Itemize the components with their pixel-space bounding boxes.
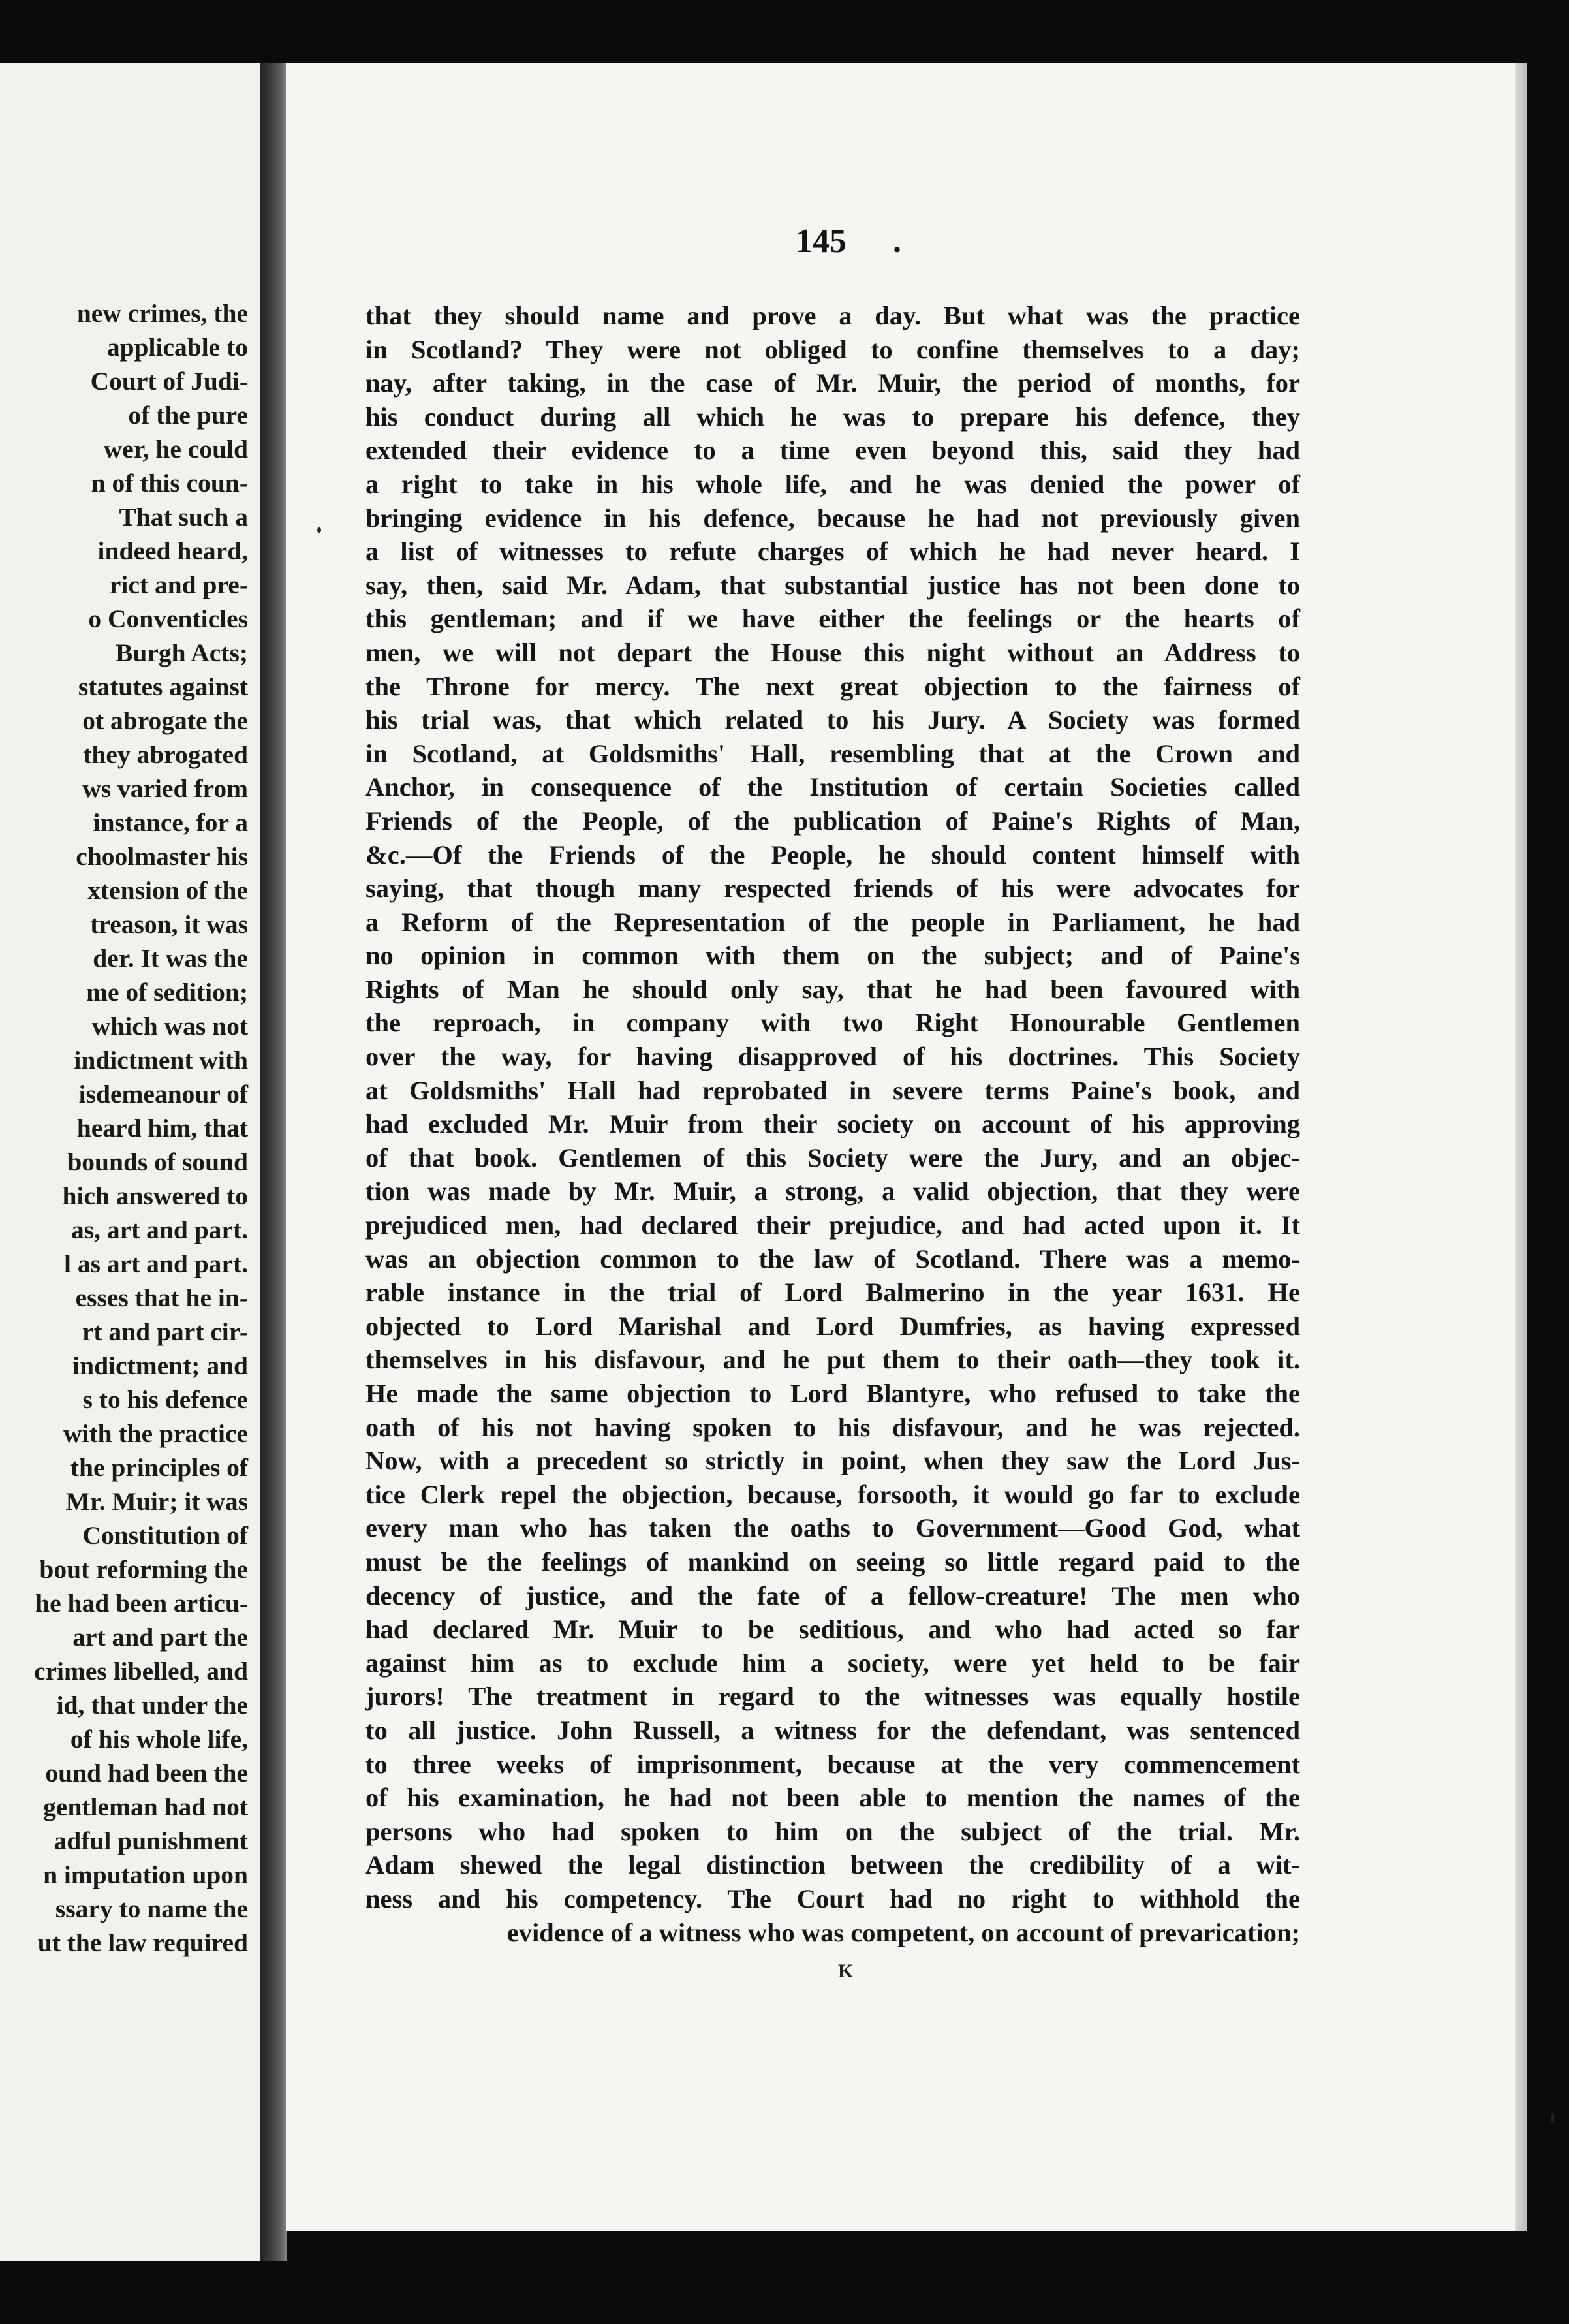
left-page-line: Mr. Muir; it was — [65, 1487, 248, 1516]
text-line: ness and his competency. The Court had no right to withhold the — [365, 1883, 1300, 1913]
text-line: this gentleman; and if we have either the feelings or the hearts of — [365, 604, 1300, 634]
text-line: rable instance in the trial of Lord Balmerino in the year 1631. He — [365, 1278, 1300, 1308]
left-page-line: new crimes, the — [76, 299, 248, 328]
text-line: objected to Lord Marishal and Lord Dumfries, as having expressed — [365, 1311, 1300, 1341]
left-page-line: treason, it was — [90, 910, 248, 939]
text-line: of that book. Gentlemen of this Society were the Jury, and an objec- — [365, 1142, 1300, 1172]
left-facing-page — [0, 63, 268, 2261]
left-page-line: choolmaster his — [76, 842, 248, 871]
left-page-line: which was not — [91, 1012, 248, 1041]
text-line: against him as to exclude him a society, were yet held to be fair — [365, 1648, 1300, 1678]
left-page-line: id, that under the — [56, 1691, 248, 1719]
text-line: to three weeks of imprisonment, because at the very commencement — [365, 1749, 1300, 1779]
left-page-line: applicable to — [106, 333, 248, 362]
text-line: men, we will not depart the House this night without an Address to — [365, 637, 1300, 667]
text-line: Now, with a precedent so strictly in point, when they saw the Lord Jus- — [365, 1446, 1300, 1476]
left-page-line: instance, for a — [93, 808, 248, 837]
scan-speck — [317, 527, 321, 533]
text-line: bringing evidence in his defence, because he had not previously given — [365, 503, 1300, 533]
left-page-line: bout reforming the — [39, 1555, 248, 1584]
left-page-line: with the practice — [63, 1419, 248, 1448]
left-page-line: adful punishment — [54, 1827, 248, 1855]
left-page-line: crimes libelled, and — [33, 1657, 248, 1686]
text-line: prejudiced men, had declared their prejudice, and had acted upon it. It — [365, 1210, 1300, 1240]
left-page-line: s to his defence — [82, 1385, 248, 1414]
left-page-line: art and part the — [72, 1623, 248, 1652]
left-page-line: bounds of sound — [67, 1148, 248, 1176]
left-page-line: n imputation upon — [43, 1861, 248, 1889]
left-page-line: o Conventicles — [88, 605, 248, 633]
text-line: had declared Mr. Muir to be seditious, and who had acted so far — [365, 1614, 1300, 1644]
left-page-line: ound had been the — [45, 1759, 248, 1787]
left-page-line: ssary to name the — [55, 1894, 248, 1923]
left-page-line: hich answered to — [62, 1182, 248, 1210]
left-page-line: l as art and part. — [64, 1249, 248, 1278]
left-page-line: rt and part cir- — [82, 1317, 248, 1346]
book-gutter — [260, 63, 287, 2261]
left-page-line: xtension of the — [87, 876, 248, 905]
text-line: a right to take in his whole life, and he was denied the power of — [365, 469, 1300, 499]
text-line: jurors! The treatment in regard to the witnesses was equally hostile — [365, 1682, 1300, 1712]
text-line: Anchor, in consequence of the Institution of certain Societies called — [365, 772, 1300, 802]
page-number: 145 — [796, 223, 847, 260]
text-line: was an objection common to the law of Scotland. There was a memo- — [365, 1244, 1300, 1274]
left-page-line: Court of Judi- — [90, 367, 248, 396]
left-page-line: isdemeanour of — [78, 1080, 248, 1108]
left-page-line: ws varied from — [82, 774, 248, 803]
text-line: &c.—Of the Friends of the People, he should content himself with — [365, 840, 1300, 870]
text-line: persons who had spoken to him on the subject of the trial. Mr. — [365, 1816, 1300, 1846]
page-number-dot: . — [893, 223, 901, 260]
left-page-line: the principles of — [70, 1453, 248, 1482]
left-page-line: as, art and part. — [70, 1216, 248, 1244]
left-page-line: of his whole life, — [70, 1725, 248, 1753]
text-line: Friends of the People, of the publication of Paine's Rights of Man, — [365, 806, 1300, 836]
text-line: his conduct during all which he was to prepare his defence, they — [365, 401, 1300, 432]
left-page-line: That such a — [119, 503, 248, 531]
left-page-line: of the pure — [128, 401, 248, 430]
text-line: a Reform of the Representation of the people in Parliament, he had — [365, 907, 1300, 937]
left-page-line: Constitution of — [82, 1521, 248, 1550]
text-line: tice Clerk repel the objection, because, forsooth, it would go far to exclude — [365, 1479, 1300, 1509]
text-line: evidence of a witness who was competent, on account of prevarication; — [506, 1917, 1300, 1947]
text-line: saying, that though many respected friends of his were advocates for — [365, 873, 1300, 903]
page-edge — [1515, 63, 1527, 2231]
text-line: oath of his not having spoken to his disfavour, and he was rejected. — [365, 1412, 1300, 1442]
left-page-line: Burgh Acts; — [116, 638, 248, 667]
text-line: themselves in his disfavour, and he put them to their oath—they took it. — [365, 1345, 1300, 1375]
text-line: Rights of Man he should only say, that he had been favoured with — [365, 974, 1300, 1004]
left-page-line: esses that he in- — [75, 1283, 248, 1312]
left-page-line: ut the law required — [37, 1928, 248, 1957]
left-page-line: me of sedition; — [86, 978, 248, 1007]
text-line: a list of witnesses to refute charges of which he had never heard. I — [365, 537, 1300, 567]
text-line: the reproach, in company with two Right Honourable Gentlemen — [365, 1008, 1300, 1038]
left-page-line: he had been articu- — [35, 1589, 248, 1618]
text-line: no opinion in common with them on the subject; and of Paine's — [365, 941, 1300, 971]
text-line: Adam shewed the legal distinction between the credibility of a wit- — [365, 1850, 1300, 1880]
left-page-line: indictment with — [74, 1046, 248, 1075]
text-line: in Scotland? They were not obliged to confine themselves to a day; — [365, 334, 1300, 364]
left-page-line: n of this coun- — [91, 469, 248, 497]
text-line: must be the feelings of mankind on seeing so little regard paid to the — [365, 1547, 1300, 1577]
left-page-line: gentleman had not — [43, 1793, 248, 1821]
text-line: say, then, said Mr. Adam, that substantial justice has not been done to — [365, 570, 1300, 600]
text-line: He made the same objection to Lord Blantyre, who refused to take the — [365, 1379, 1300, 1408]
text-line: tion was made by Mr. Muir, a strong, a valid objection, that they were — [365, 1176, 1300, 1206]
text-line: decency of justice, and the fate of a fellow-creature! The men who — [365, 1580, 1300, 1610]
text-line: extended their evidence to a time even beyond this, said they had — [365, 435, 1300, 465]
text-line: in Scotland, at Goldsmiths' Hall, resembling that at the Crown and — [365, 738, 1300, 768]
scan-speck — [1551, 2114, 1554, 2123]
text-line: his trial was, that which related to his Jury. A Society was formed — [365, 705, 1300, 735]
left-page-line: indictment; and — [72, 1351, 248, 1380]
text-line: of his examination, he had not been able to mention the names of the — [365, 1783, 1300, 1813]
left-page-line: they abrogated — [83, 740, 248, 769]
left-page-line: indeed heard, — [97, 537, 248, 565]
body-text — [365, 299, 1300, 1949]
signature-mark: K — [838, 1960, 854, 1982]
left-page-line: der. It was the — [93, 944, 248, 973]
text-line: over the way, for having disapproved of his doctrines. This Society — [365, 1042, 1300, 1072]
text-line: to all justice. John Russell, a witness for the defendant, was sentenced — [365, 1715, 1300, 1745]
text-line: that they should name and prove a day. But what was the practice — [365, 301, 1300, 330]
left-page-line: rict and pre- — [109, 571, 248, 599]
text-line: the Throne for mercy. The next great objection to the fairness of — [365, 671, 1300, 701]
left-page-line: ot abrogate the — [82, 706, 248, 735]
text-line: at Goldsmiths' Hall had reprobated in severe terms Paine's book, and — [365, 1075, 1300, 1105]
left-page-line: heard him, that — [76, 1114, 248, 1142]
left-page-line: wer, he could — [103, 435, 248, 463]
left-page-line: statutes against — [78, 672, 248, 701]
text-line: nay, after taking, in the case of Mr. Muir, the period of months, for — [365, 368, 1300, 398]
text-line: every man who has taken the oaths to Government—Good God, what — [365, 1513, 1300, 1543]
left-page-text — [0, 296, 248, 1960]
text-line: had excluded Mr. Muir from their society on account of his approving — [365, 1109, 1300, 1139]
